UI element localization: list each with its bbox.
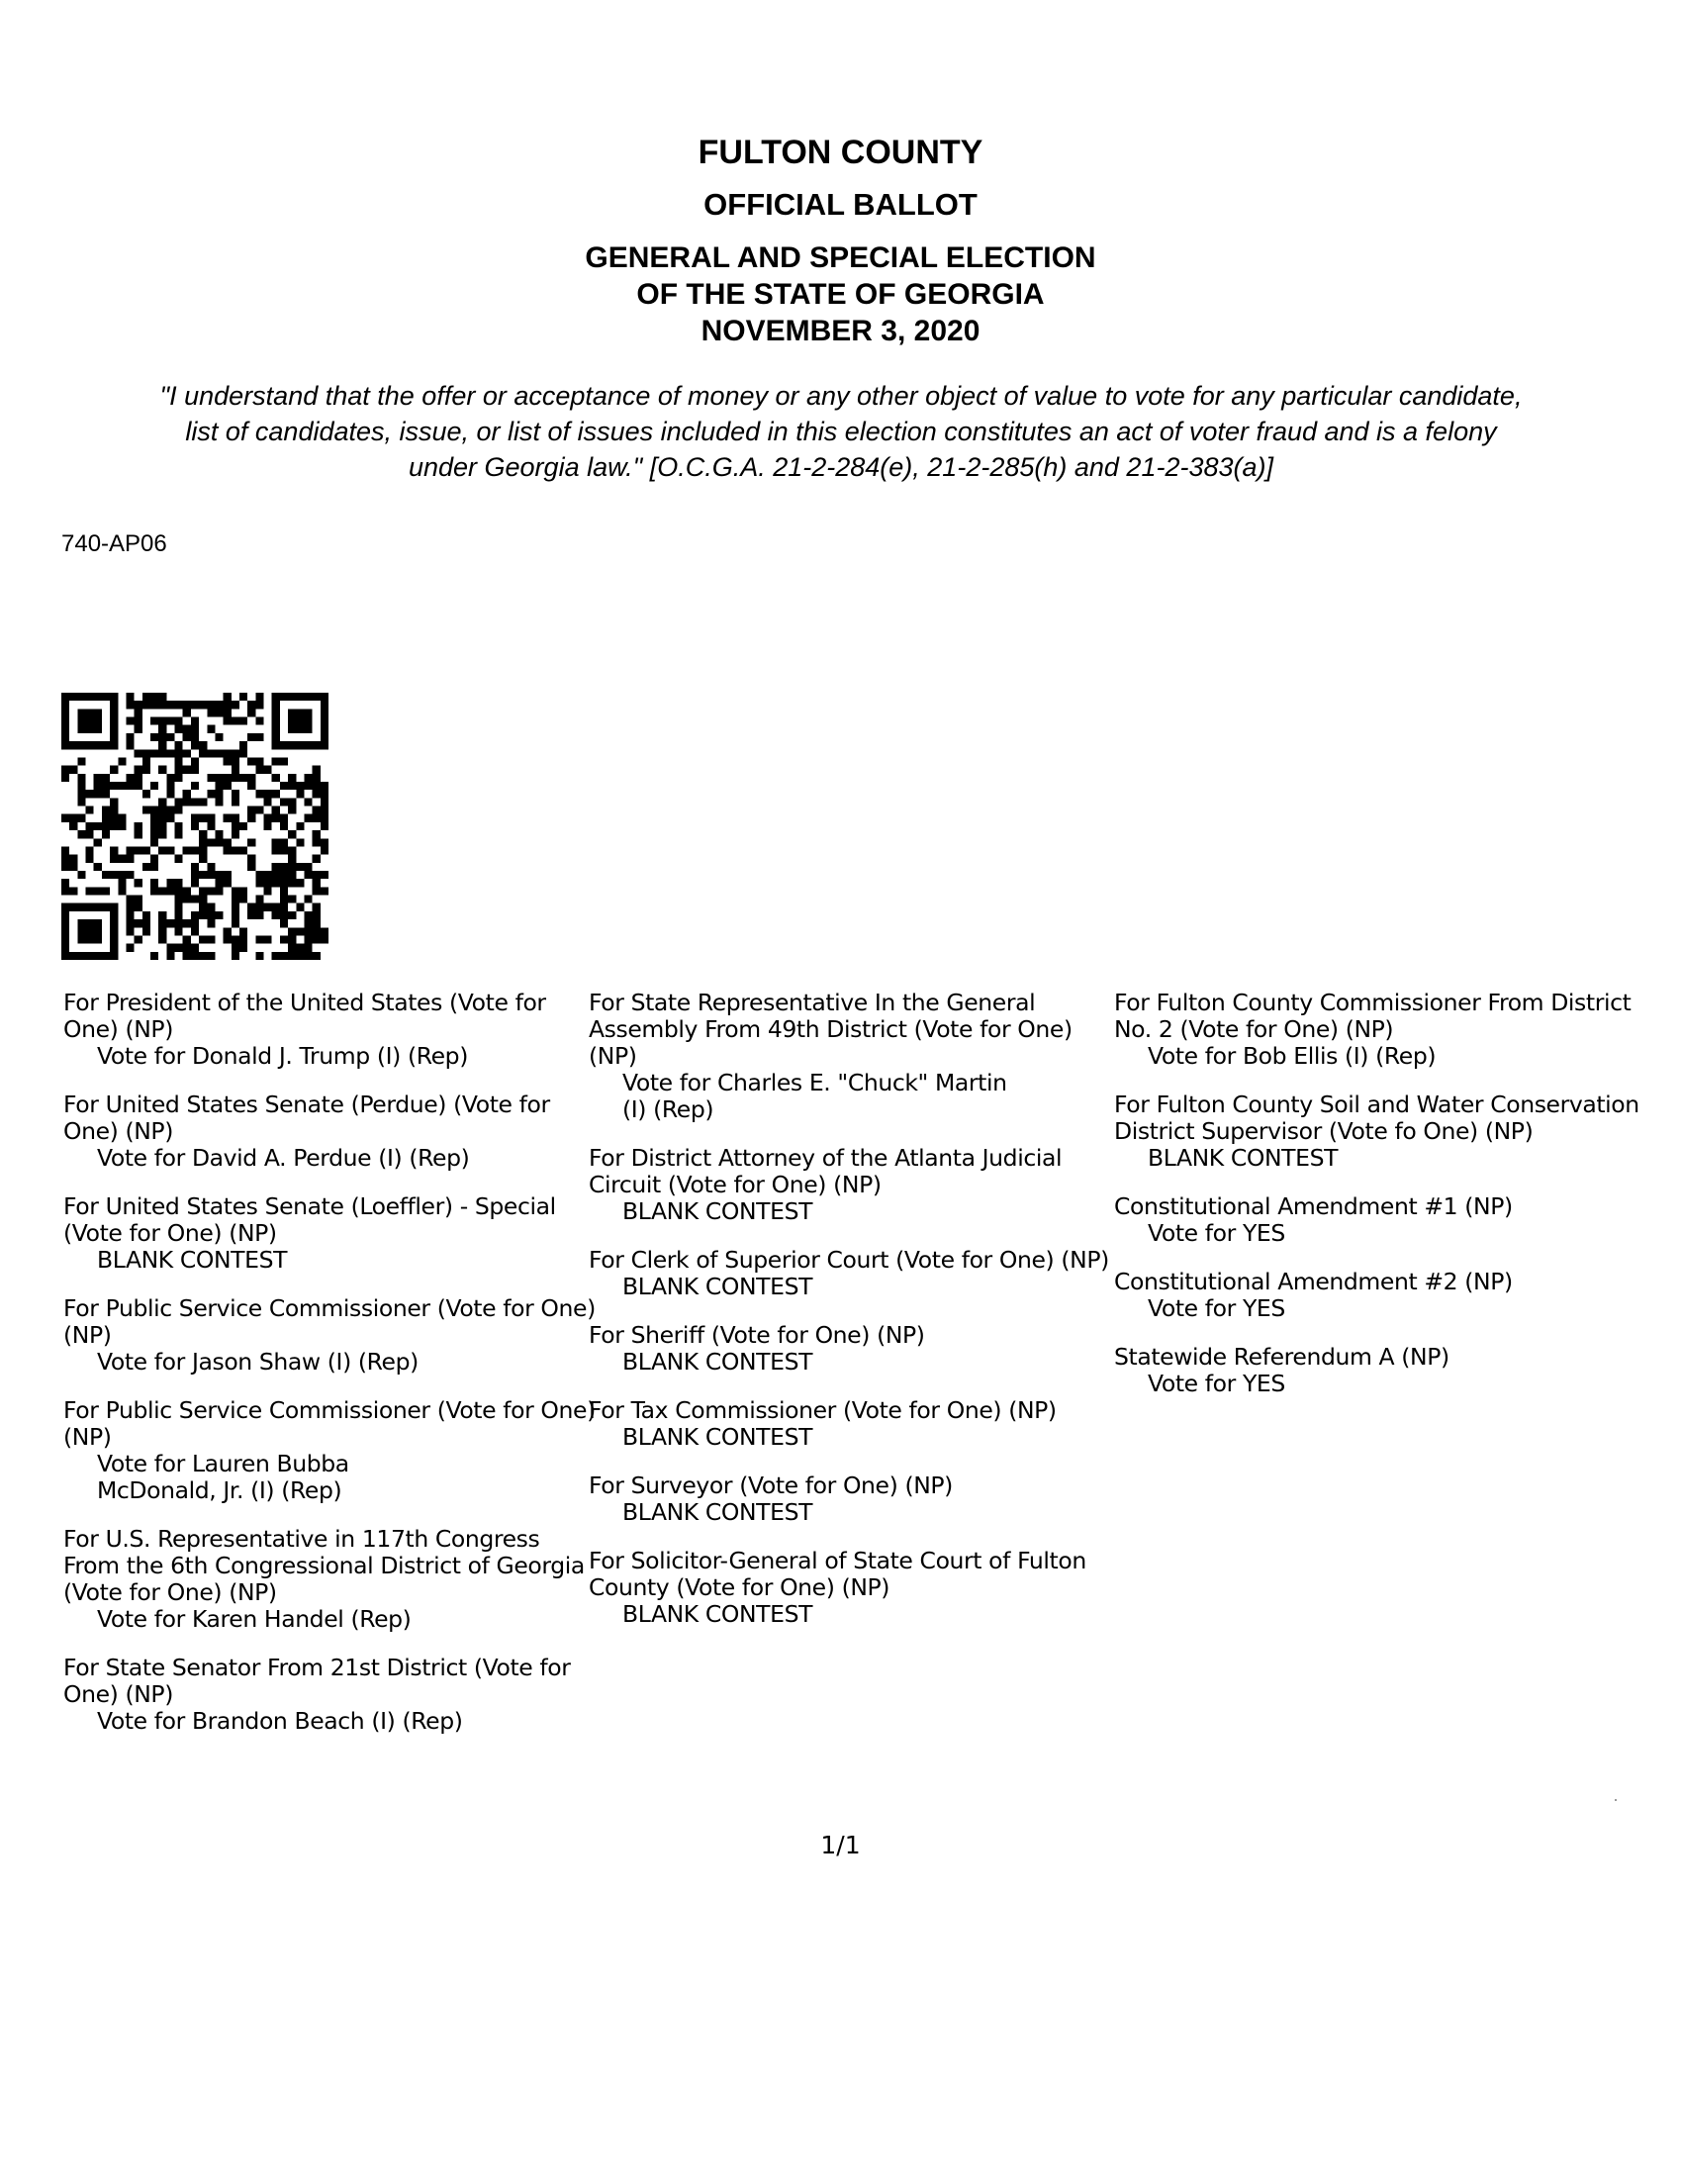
contest-title: Constitutional Amendment #2 (NP) — [1114, 1268, 1513, 1295]
contest-item — [63, 1092, 598, 1172]
contest-item — [1114, 1193, 1648, 1247]
election-line-1: GENERAL AND SPECIAL ELECTION — [585, 241, 1096, 274]
contest-selection: BLANK CONTEST — [97, 1246, 288, 1274]
contest-item — [63, 1295, 598, 1376]
contest-column-2 — [589, 990, 1113, 1650]
contest-item — [589, 990, 1113, 1123]
contest-item — [63, 1397, 598, 1504]
contest-item — [589, 1145, 1113, 1225]
contest-selection: BLANK CONTEST — [1148, 1144, 1339, 1172]
contest-title: For Public Service Commissioner (Vote for One) (NP) — [63, 1396, 596, 1451]
contest-title: For State Senator From 21st District (Vote for One) (NP) — [63, 1654, 571, 1708]
contest-item — [1114, 1344, 1648, 1397]
contest-selection: BLANK CONTEST — [622, 1273, 813, 1300]
contest-title: For Fulton County Commissioner From District No. 2 (Vote for One) (NP) — [1114, 989, 1632, 1043]
contest-title: For United States Senate (Perdue) (Vote for One) (NP) — [63, 1091, 550, 1145]
contest-selection: Vote for Jason Shaw (I) (Rep) — [97, 1348, 419, 1376]
contest-item — [63, 1193, 598, 1274]
contest-selection: BLANK CONTEST — [622, 1348, 813, 1376]
contest-item — [589, 1397, 1113, 1451]
contest-selection: Vote for Brandon Beach (I) (Rep) — [97, 1707, 463, 1735]
oath-line-2: list of candidates, issue, or list of issues included in this election constitutes an act of voter fraud and is a felony — [185, 417, 1497, 446]
page-number: 1/1 — [820, 1831, 861, 1859]
contest-selection: Vote for YES — [1148, 1219, 1285, 1247]
qr-code-icon — [61, 693, 328, 960]
voter-oath-statement — [59, 378, 1623, 485]
contest-selection: Vote for Charles E. "Chuck" Martin (I) (Rep) — [622, 1069, 1007, 1123]
contest-selection: Vote for YES — [1148, 1294, 1285, 1322]
contest-item — [1114, 990, 1648, 1070]
contest-title: For Solicitor-General of State Court of Fulton County (Vote for One) (NP) — [589, 1547, 1086, 1601]
contest-item — [63, 1655, 598, 1735]
oath-line-1: "I understand that the offer or acceptance of money or any other object of value to vote for any particular candidate, — [159, 381, 1523, 411]
scan-speck — [1615, 1799, 1617, 1801]
contest-selection: Vote for David A. Perdue (I) (Rep) — [97, 1144, 470, 1172]
oath-line-3: under Georgia law." [O.C.G.A. 21-2-284(e), 21-2-285(h) and 21-2-383(a)] — [408, 452, 1274, 482]
contest-item — [589, 1247, 1113, 1300]
contest-column-1 — [63, 990, 598, 1757]
election-line-2: OF THE STATE OF GEORGIA — [636, 278, 1045, 311]
contest-item — [63, 1526, 598, 1633]
contest-item — [589, 1322, 1113, 1376]
contest-title: For Surveyor (Vote for One) (NP) — [589, 1472, 953, 1499]
contest-selection: Vote for Lauren Bubba McDonald, Jr. (I) (Rep) — [97, 1450, 349, 1504]
contest-title: For Sheriff (Vote for One) (NP) — [589, 1321, 925, 1349]
election-title — [0, 239, 1681, 349]
contest-selection: Vote for Donald J. Trump (I) (Rep) — [97, 1042, 468, 1070]
contest-title: For State Representative In the General Assembly From 49th District (Vote for One) (NP) — [589, 989, 1073, 1070]
contest-item — [1114, 1092, 1648, 1172]
contest-item — [589, 1472, 1113, 1526]
contest-item — [589, 1548, 1113, 1628]
contest-title: For Clerk of Superior Court (Vote for One) (NP) — [589, 1246, 1109, 1274]
ballot-type: OFFICIAL BALLOT — [703, 187, 978, 222]
contest-title: For U.S. Representative in 117th Congress From the 6th Congressional District of Georgia (Vote for One) (NP) — [63, 1525, 585, 1606]
contest-title: For Tax Commissioner (Vote for One) (NP) — [589, 1396, 1057, 1424]
county-title: FULTON COUNTY — [698, 134, 983, 171]
contest-item — [63, 990, 598, 1070]
contest-selection: BLANK CONTEST — [622, 1197, 813, 1225]
election-date: NOVEMBER 3, 2020 — [700, 315, 981, 347]
contest-title: For Public Service Commissioner (Vote for One) (NP) — [63, 1294, 596, 1349]
contest-title: For Fulton County Soil and Water Conservation District Supervisor (Vote fo One) (NP) — [1114, 1091, 1639, 1145]
contest-selection: Vote for Bob Ellis (I) (Rep) — [1148, 1042, 1437, 1070]
contest-selection: BLANK CONTEST — [622, 1600, 813, 1628]
contest-title: Constitutional Amendment #1 (NP) — [1114, 1192, 1513, 1220]
contest-selection: Vote for Karen Handel (Rep) — [97, 1605, 412, 1633]
contest-item — [1114, 1269, 1648, 1322]
ballot-header — [0, 131, 1681, 349]
contest-selection: BLANK CONTEST — [622, 1498, 813, 1526]
contest-title: For United States Senate (Loeffler) - Special (Vote for One) (NP) — [63, 1192, 556, 1247]
contest-title: Statewide Referendum A (NP) — [1114, 1343, 1449, 1371]
contest-title: For President of the United States (Vote for One) (NP) — [63, 989, 546, 1043]
ballot-style-code: 740-AP06 — [61, 530, 167, 557]
contest-selection: BLANK CONTEST — [622, 1423, 813, 1451]
contest-selection: Vote for YES — [1148, 1370, 1285, 1397]
contest-title: For District Attorney of the Atlanta Judicial Circuit (Vote for One) (NP) — [589, 1144, 1063, 1198]
contest-column-3 — [1114, 990, 1648, 1419]
